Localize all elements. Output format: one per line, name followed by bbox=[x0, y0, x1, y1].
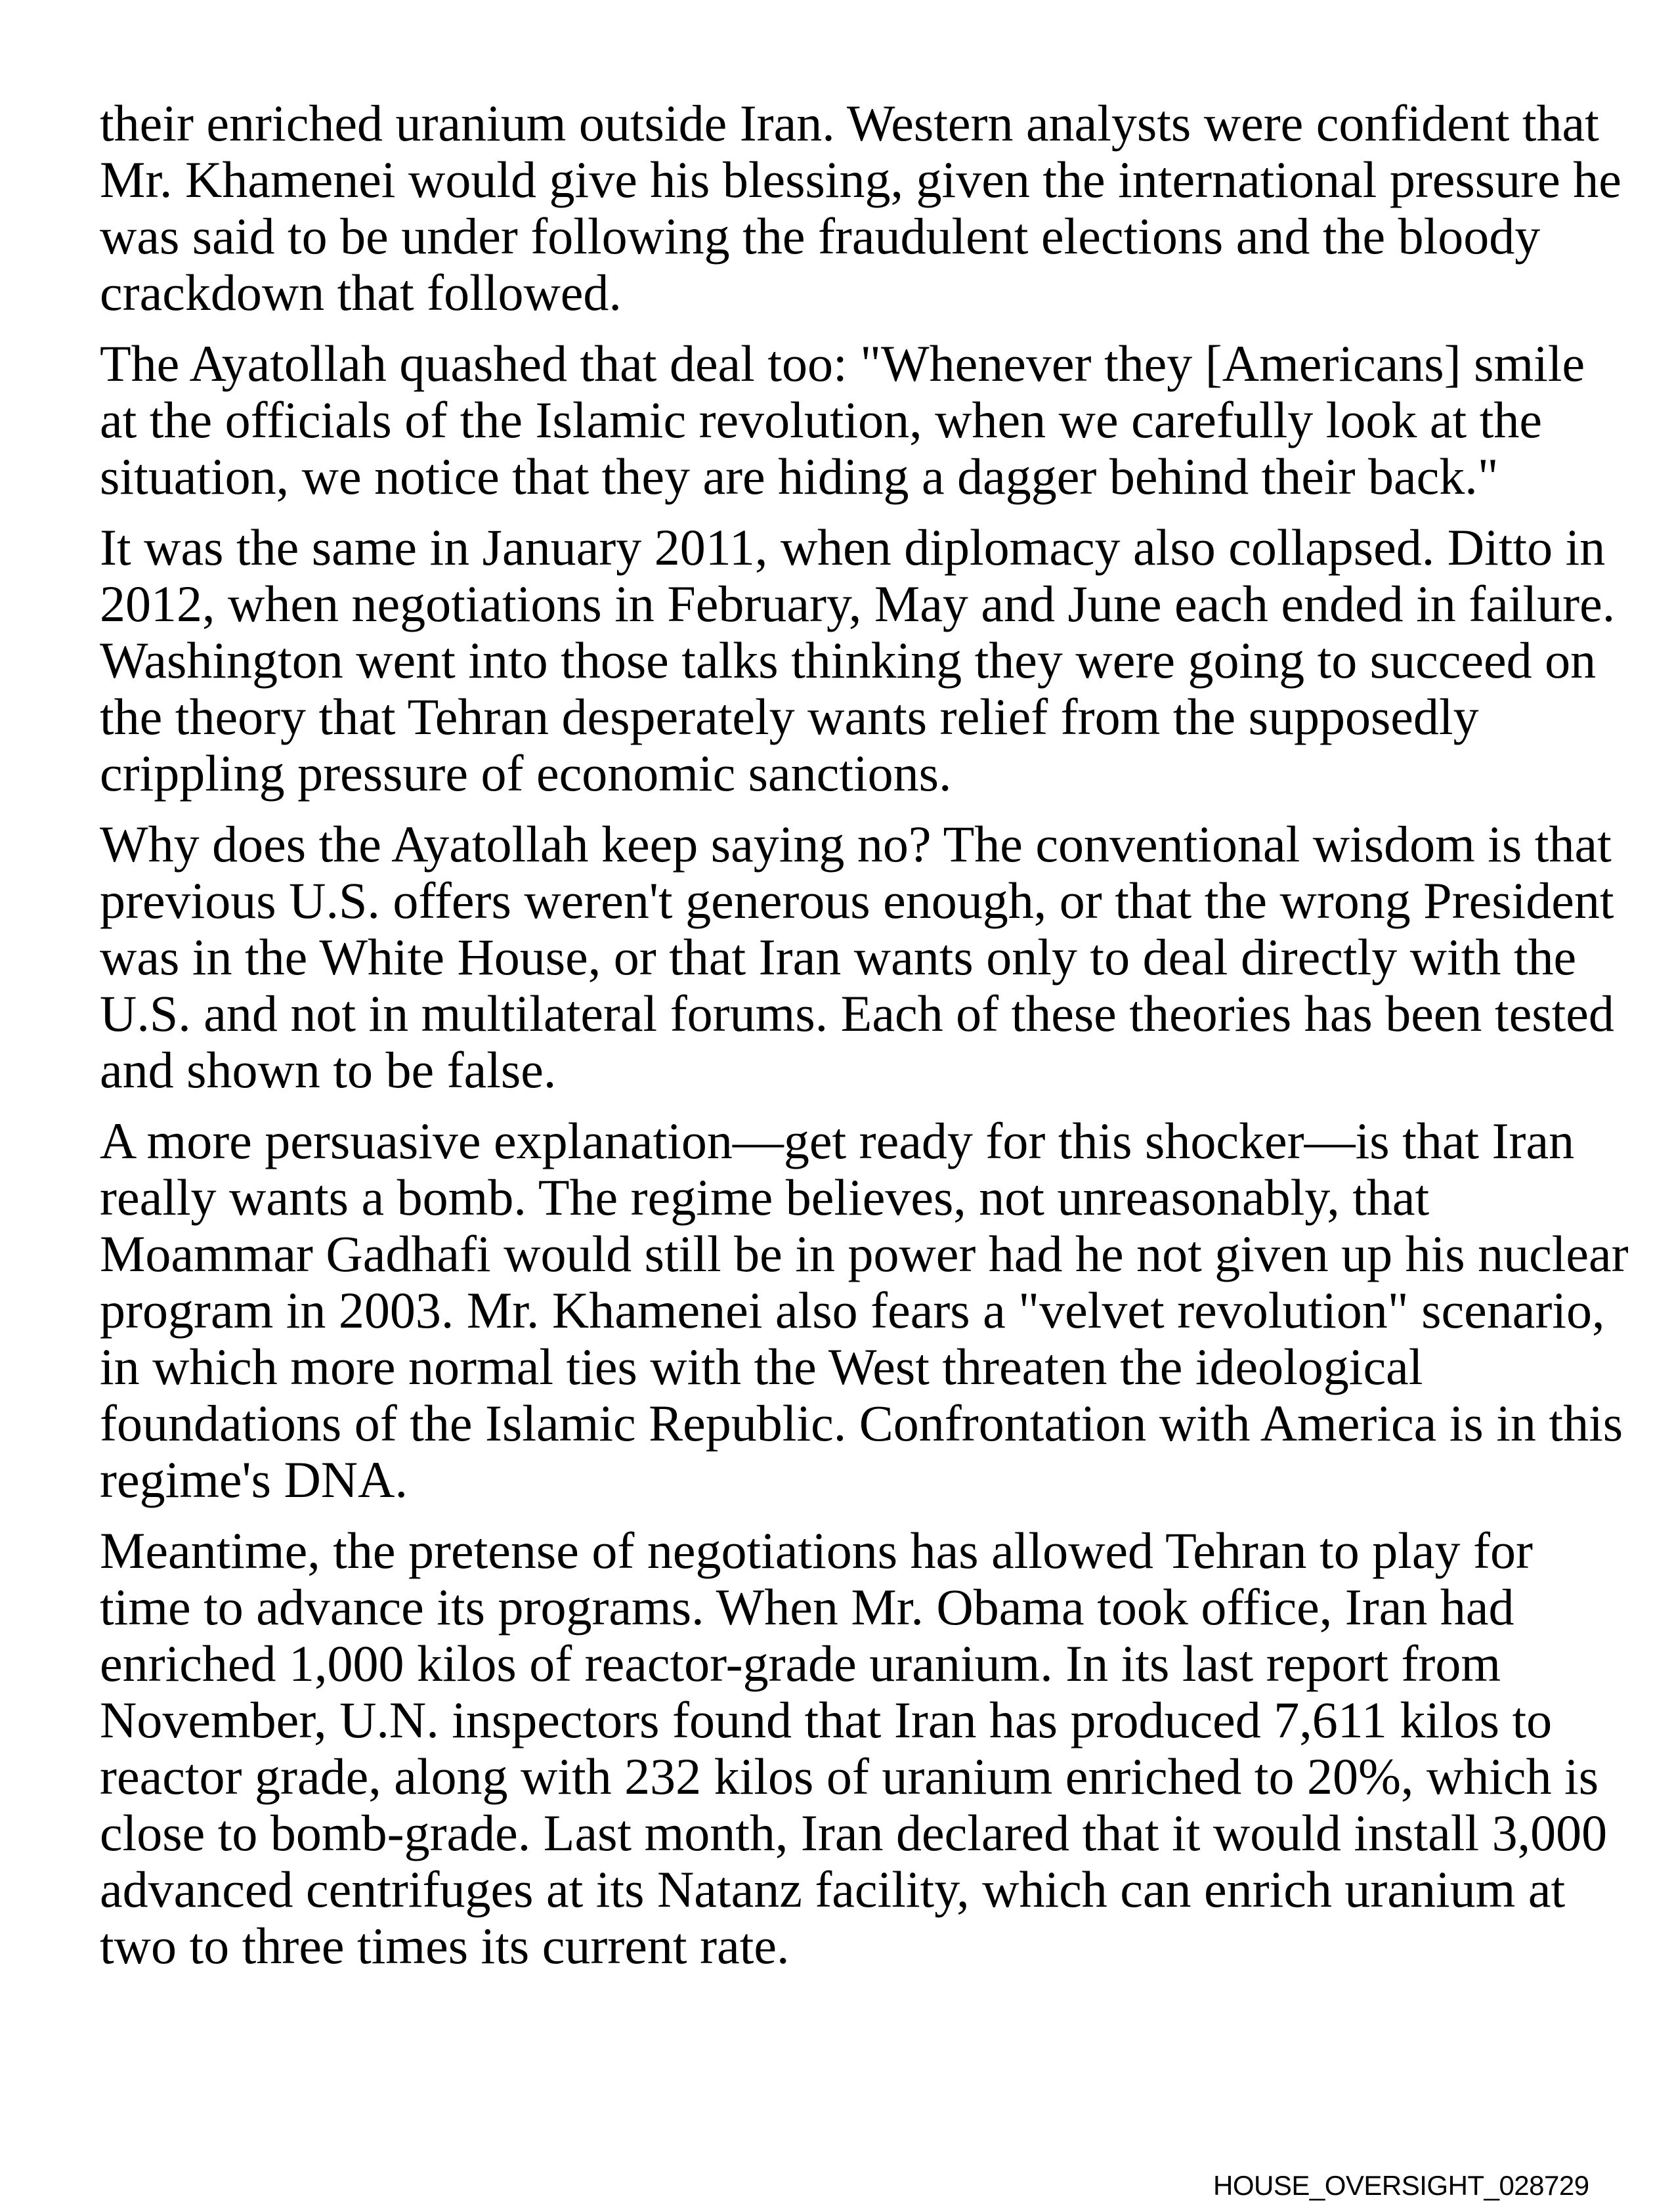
text-line: foundations of the Islamic Republic. Confrontation with America is in this bbox=[100, 1395, 1623, 1452]
text-line: situation, we notice that they are hiding a dagger behind their back." bbox=[100, 448, 1499, 505]
text-line: enriched 1,000 kilos of reactor-grade uranium. In its last report from bbox=[100, 1635, 1501, 1692]
text-line: was in the White House, or that Iran wants only to deal directly with the bbox=[100, 928, 1577, 986]
paragraph-conventional-wisdom bbox=[100, 815, 1614, 1098]
text-line: the theory that Tehran desperately wants relief from the supposedly bbox=[100, 688, 1479, 745]
text-line: their enriched uranium outside Iran. Western analysts were confident that bbox=[100, 95, 1599, 152]
text-line: November, U.N. inspectors found that Iran has produced 7,611 kilos to bbox=[100, 1691, 1553, 1748]
text-line: Why does the Ayatollah keep saying no? The conventional wisdom is that bbox=[100, 815, 1612, 873]
paragraph-persuasive-explanation bbox=[100, 1112, 1629, 1508]
bates-number: HOUSE_OVERSIGHT_028729 bbox=[1213, 2170, 1589, 2201]
text-line: 2012, when negotiations in February, May and June each ended in failure. bbox=[100, 575, 1616, 632]
paragraph-diplomacy-collapse bbox=[100, 519, 1616, 802]
text-line: and shown to be false. bbox=[100, 1041, 557, 1098]
text-line: regime's DNA. bbox=[100, 1451, 408, 1508]
text-line: Moammar Gadhafi would still be in power had he not given up his nuclear bbox=[100, 1225, 1629, 1282]
text-line: crackdown that followed. bbox=[100, 264, 622, 321]
text-line: Meantime, the pretense of negotiations has allowed Tehran to play for bbox=[100, 1522, 1533, 1579]
article-body bbox=[100, 95, 1629, 1989]
text-line: was said to be under following the fraudulent elections and the bloody bbox=[100, 207, 1541, 265]
text-line: at the officials of the Islamic revolution, when we carefully look at the bbox=[100, 391, 1542, 448]
paragraph-khamenei-blessing bbox=[100, 95, 1621, 321]
paragraph-enrichment-progress bbox=[100, 1523, 1610, 1974]
text-line: time to advance its programs. When Mr. Obama took office, Iran had bbox=[100, 1578, 1514, 1636]
paragraph-ayatollah-quote bbox=[100, 336, 1610, 505]
text-line: U.S. and not in multilateral forums. Each of these theories has been tested bbox=[100, 985, 1614, 1042]
text-line: really wants a bomb. The regime believes, not unreasonably, that bbox=[100, 1169, 1430, 1226]
text-line: It was the same in January 2011, when diplomacy also collapsed. Ditto in bbox=[100, 519, 1606, 576]
text-line: Mr. Khamenei would give his blessing, given the international pressure he bbox=[100, 151, 1621, 208]
text-line: crippling pressure of economic sanctions. bbox=[100, 745, 952, 802]
text-line: previous U.S. offers weren't generous enough, or that the wrong President bbox=[100, 872, 1614, 929]
text-line: in which more normal ties with the West threaten the ideological bbox=[100, 1338, 1423, 1395]
text-line: two to three times its current rate. bbox=[100, 1917, 790, 1974]
text-line: close to bomb-grade. Last month, Iran declared that it would install 3,000 bbox=[100, 1804, 1608, 1861]
text-line: program in 2003. Mr. Khamenei also fears a "velvet revolution" scenario, bbox=[100, 1282, 1605, 1339]
text-line: advanced centrifuges at its Natanz facility, which can enrich uranium at bbox=[100, 1861, 1566, 1918]
text-line: The Ayatollah quashed that deal too: "Whenever they [Americans] smile bbox=[100, 335, 1585, 392]
text-line: Washington went into those talks thinking they were going to succeed on bbox=[100, 632, 1597, 689]
text-line: reactor grade, along with 232 kilos of uranium enriched to 20%, which is bbox=[100, 1748, 1599, 1805]
text-line: A more persuasive explanation—get ready for this shocker—is that Iran bbox=[100, 1112, 1575, 1169]
